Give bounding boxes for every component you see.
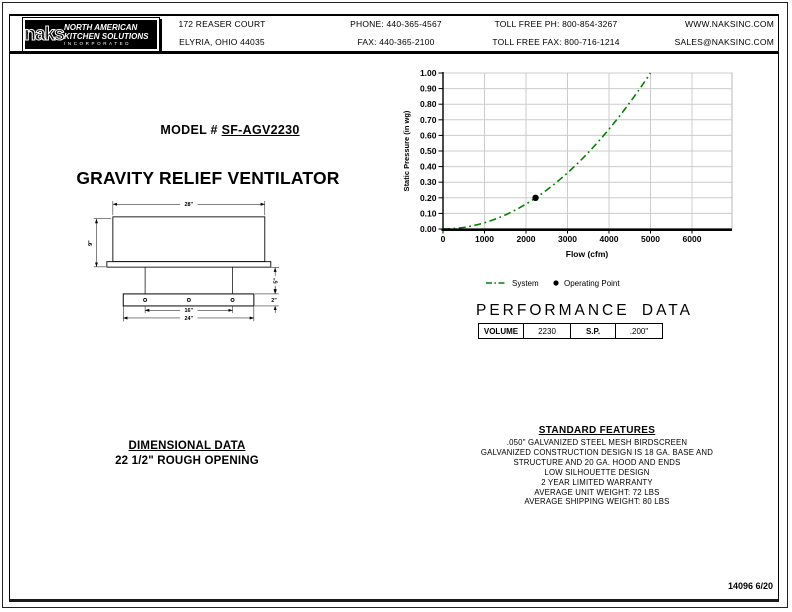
dim-9-label: 9" xyxy=(88,240,95,246)
svg-text:6000: 6000 xyxy=(682,234,702,244)
chart-plot-dynamic xyxy=(420,68,732,244)
dim-5-label: 5" xyxy=(273,277,280,284)
svg-text:0.90: 0.90 xyxy=(419,83,437,94)
logo-incorporated: INCORPORATED xyxy=(64,40,132,46)
logo-name-line1: NORTH AMERICAN xyxy=(64,22,138,32)
performance-data-title: PERFORMANCE DATA xyxy=(476,302,693,319)
svg-text:0.50: 0.50 xyxy=(419,146,437,156)
company-logo xyxy=(22,17,160,52)
mounting-hole-center xyxy=(187,298,190,301)
dim-2-label: 2" xyxy=(271,298,277,305)
model-number: SF-AGV2230 xyxy=(221,123,300,137)
logo-name-line2: KITCHEN SOLUTIONS xyxy=(64,31,149,41)
header-address xyxy=(166,15,278,51)
x-axis-title: Flow (cfm) xyxy=(565,249,609,259)
address-line1: 172 REASER COURT xyxy=(178,19,266,29)
mounting-hole-right xyxy=(231,298,234,301)
svg-text:0.80: 0.80 xyxy=(419,99,437,110)
header-tollfree xyxy=(478,15,634,51)
feature-line: AVERAGE UNIT WEIGHT: 72 LBS xyxy=(534,487,660,497)
svg-text:1.00: 1.00 xyxy=(419,68,437,78)
performance-chart xyxy=(400,62,790,297)
product-title: GRAVITY RELIEF VENTILATOR xyxy=(76,168,340,188)
volume-value-cell: 2230 xyxy=(524,324,571,339)
legend-system-label: System xyxy=(512,279,539,288)
feature-line: AVERAGE SHIPPING WEIGHT: 80 LBS xyxy=(524,497,670,507)
volume-header-cell: VOLUME xyxy=(479,324,524,339)
dimensional-drawing xyxy=(0,195,370,430)
svg-text:0.70: 0.70 xyxy=(419,114,437,125)
model-label: MODEL # xyxy=(160,123,222,137)
tollfree-fax-line: TOLL FREE FAX: 800-716-1214 xyxy=(492,37,620,47)
sp-value-cell: .200" xyxy=(616,324,663,339)
dim-16-label: 16" xyxy=(184,308,194,315)
logo-acronym: naks xyxy=(24,24,64,45)
logo-background xyxy=(25,20,157,49)
feature-line: STRUCTURE AND 20 GA. HOOD AND ENDS xyxy=(513,457,681,467)
dimensional-data-block xyxy=(67,440,307,467)
email-line: SALES@NAKSINC.COM xyxy=(674,37,774,47)
rough-opening: 22 1/2" ROUGH OPENING xyxy=(115,455,259,467)
fax-line: FAX: 440-365-2100 xyxy=(357,37,435,47)
address-line2: ELYRIA, OHIO 44035 xyxy=(179,37,265,47)
standard-features-title: STANDARD FEATURES xyxy=(538,425,656,436)
y-axis-title: Static Pressure (in wg) xyxy=(402,110,411,192)
svg-text:0.30: 0.30 xyxy=(419,177,437,188)
svg-text:0: 0 xyxy=(440,234,446,244)
performance-data-table xyxy=(478,323,663,339)
legend-operating-point-label: Operating Point xyxy=(564,279,620,288)
sp-header-cell: S.P. xyxy=(571,324,616,339)
svg-text:4000: 4000 xyxy=(599,234,619,244)
dim-24-label: 24" xyxy=(184,315,194,322)
dim-28-label: 28" xyxy=(184,202,194,209)
website-line: WWW.NAKSINC.COM xyxy=(685,19,774,29)
svg-text:0.00: 0.00 xyxy=(419,224,437,234)
header-web xyxy=(636,15,774,51)
feature-line: .050" GALVANIZED STEEL MESH BIRDSCREEN xyxy=(506,438,688,447)
svg-text:0.20: 0.20 xyxy=(419,192,437,203)
svg-text:0.40: 0.40 xyxy=(419,161,437,172)
feature-line: GALVANIZED CONSTRUCTION DESIGN IS 18 GA. BASE AND xyxy=(480,447,714,457)
mounting-hole-left xyxy=(144,298,147,301)
header-phone xyxy=(330,15,462,51)
standard-features-block xyxy=(420,425,774,507)
dimensional-data-title: DIMENSIONAL DATA xyxy=(128,440,246,452)
svg-text:0.60: 0.60 xyxy=(419,130,437,141)
svg-text:0.10: 0.10 xyxy=(419,208,437,219)
feature-line: 2 YEAR LIMITED WARRANTY xyxy=(541,477,653,487)
hood-flange xyxy=(107,262,271,267)
svg-text:2000: 2000 xyxy=(516,234,536,244)
svg-text:5000: 5000 xyxy=(641,234,660,244)
tollfree-phone-line: TOLL FREE PH: 800-854-3267 xyxy=(494,19,618,29)
model-line xyxy=(60,123,400,137)
table-row xyxy=(479,324,663,339)
legend-operating-point-swatch xyxy=(553,280,558,285)
svg-text:3000: 3000 xyxy=(558,234,577,244)
phone-line: PHONE: 440-365-4567 xyxy=(350,19,442,29)
feature-line: LOW SILHOUETTE DESIGN xyxy=(544,467,650,477)
hood-front-view xyxy=(113,217,265,262)
collar-lines xyxy=(145,267,232,294)
svg-text:1000: 1000 xyxy=(475,234,494,244)
document-number: 14096 6/20 xyxy=(727,581,773,591)
logo-text-block xyxy=(63,20,157,49)
